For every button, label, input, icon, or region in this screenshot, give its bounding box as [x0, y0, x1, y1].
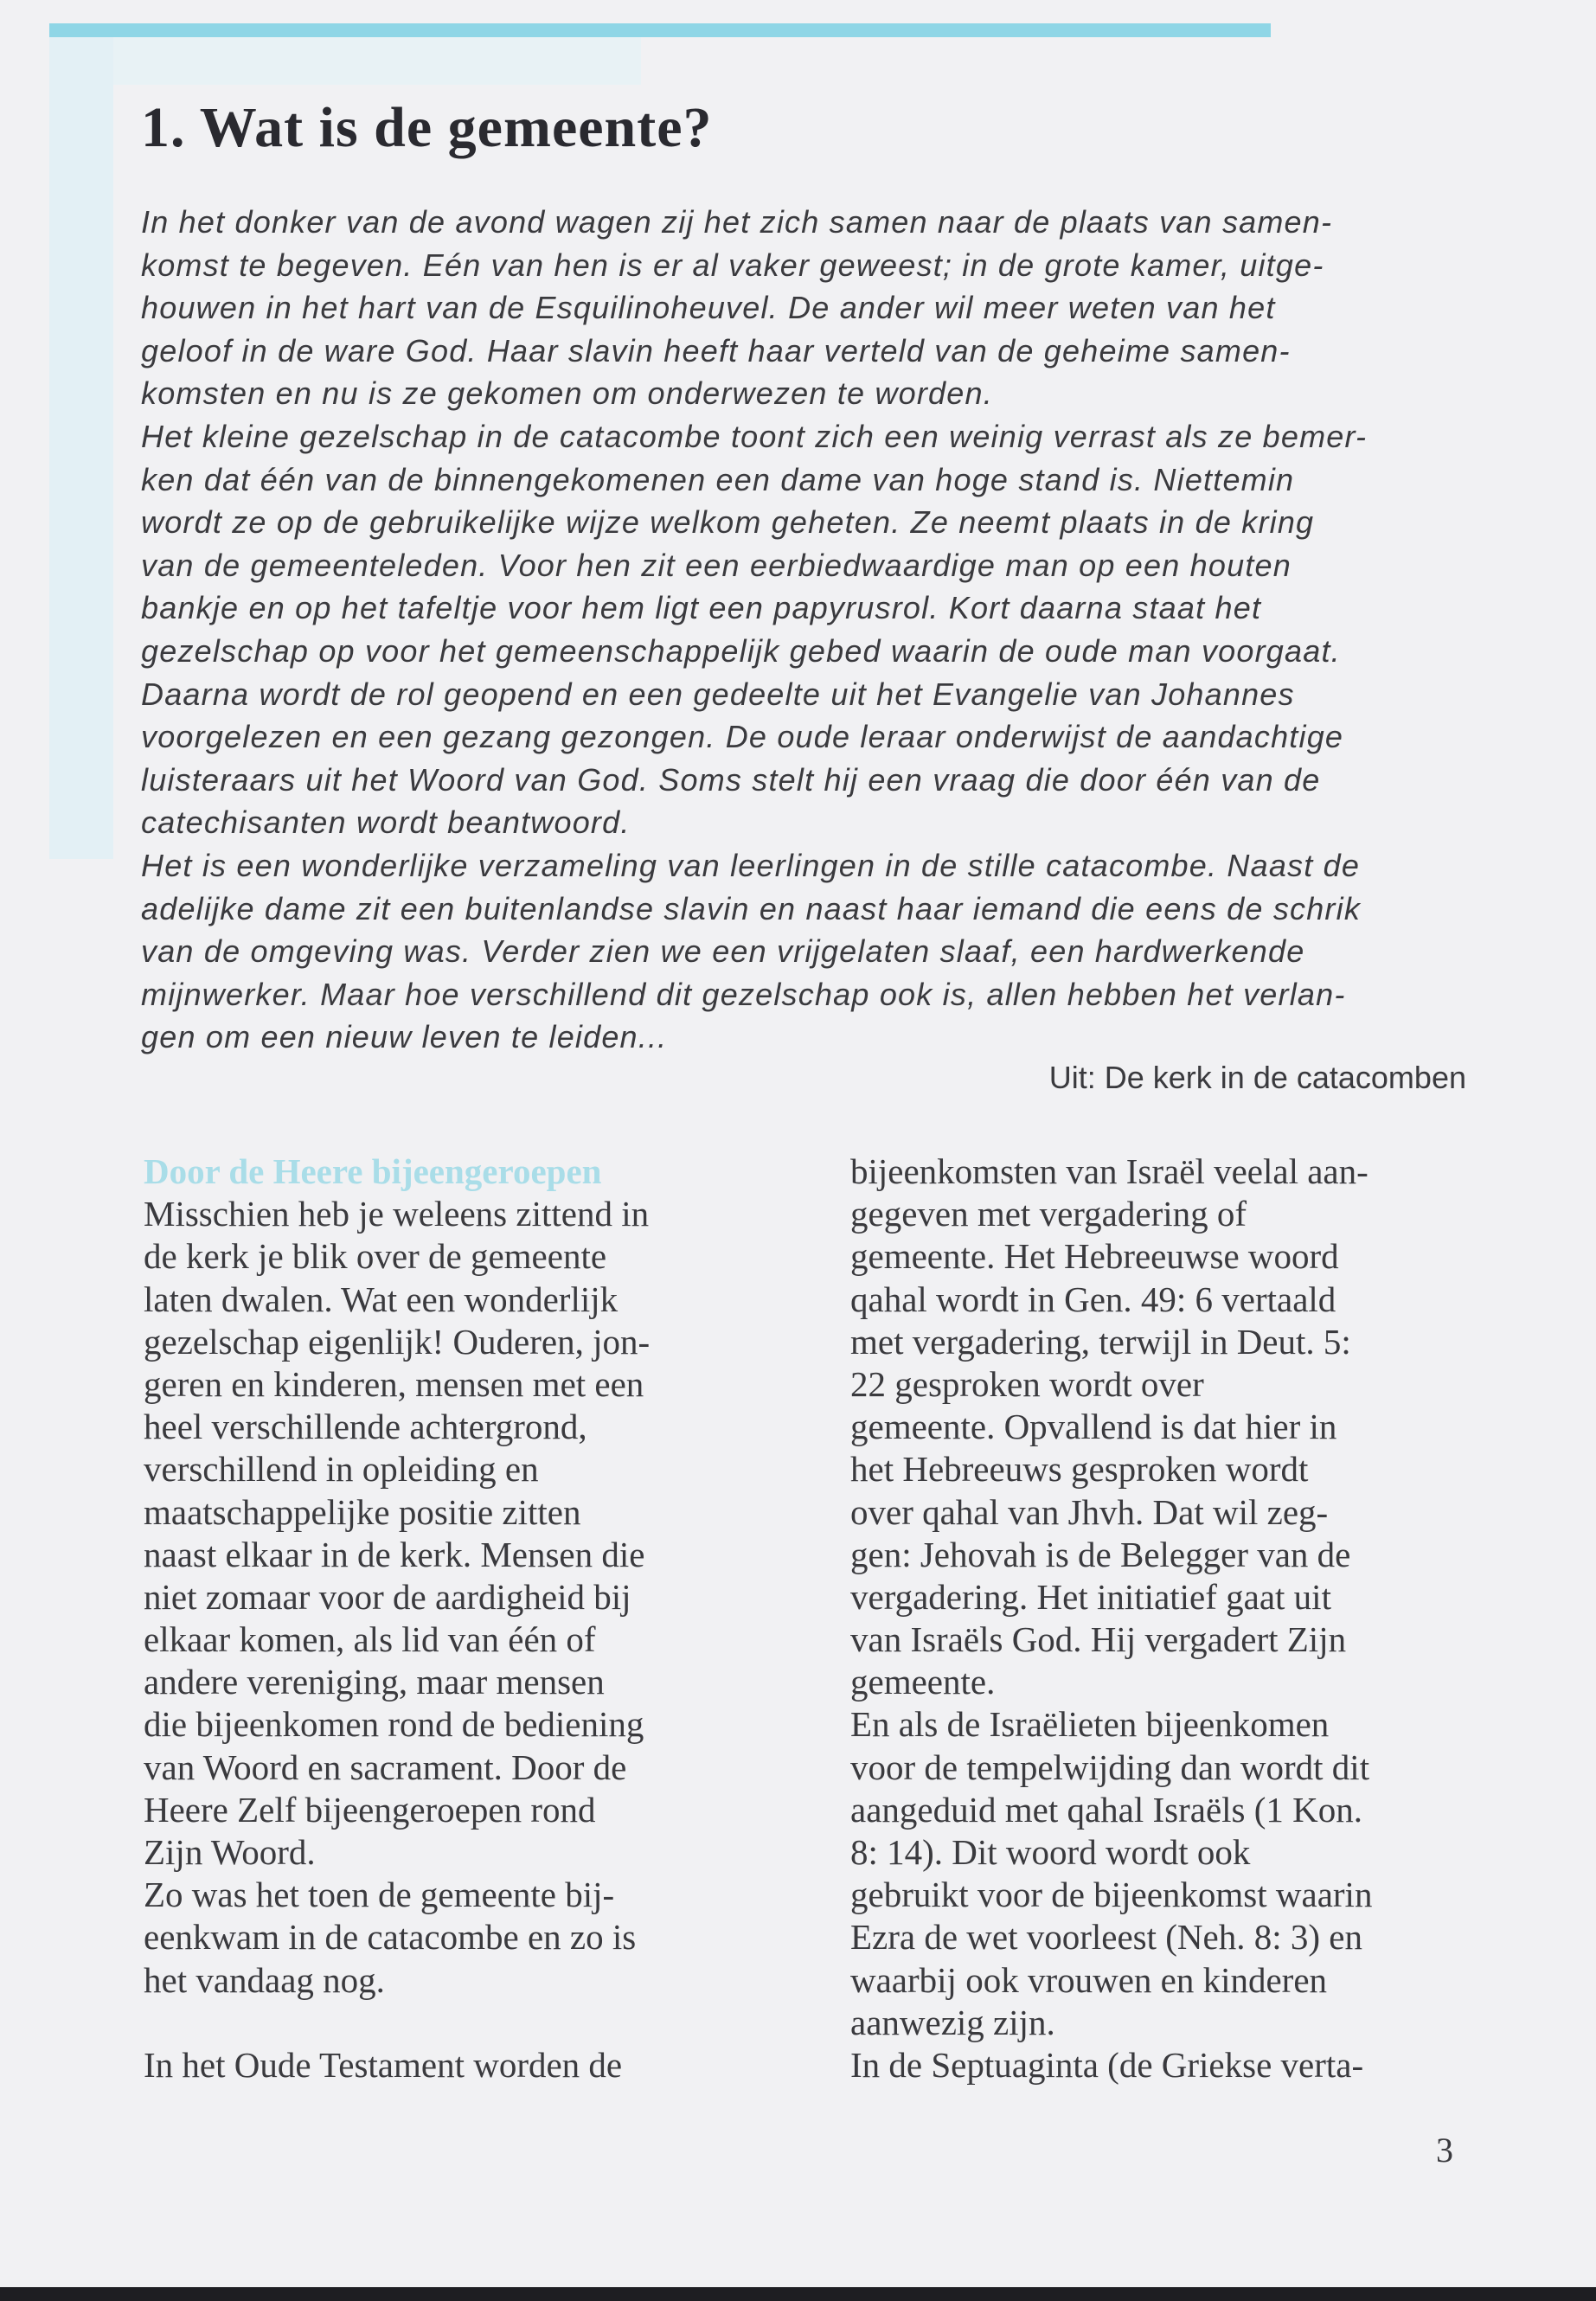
text-line: In het donker van de avond wagen zij het zich samen naar de plaats van samen- — [141, 204, 1333, 240]
page-title: 1. Wat is de gemeente? — [141, 96, 713, 159]
text-line: het vandaag nog. — [144, 1959, 385, 2000]
text-line: andere vereniging, maar mensen — [144, 1662, 605, 1702]
text-line: het Hebreeuws gesproken wordt — [850, 1449, 1309, 1490]
text-line: 8: 14). Dit woord wordt ook — [850, 1832, 1251, 1872]
text-line: Zijn Woord. — [144, 1832, 316, 1872]
text-line: eenkwam in de catacombe en zo is — [144, 1917, 637, 1958]
text-line: In het Oude Testament worden de — [144, 2044, 623, 2085]
page-number: 3 — [1436, 2131, 1453, 2170]
text-line: van Israëls God. Hij vergadert Zijn — [850, 1619, 1347, 1660]
text-line: catechisanten wordt beantwoord. — [141, 804, 631, 841]
text-line: wordt ze op de gebruikelijke wijze welkom geheten. Ze neemt plaats in de kring — [141, 504, 1315, 541]
text-line: met vergadering, terwijl in Deut. 5: — [850, 1321, 1351, 1362]
text-line: Heere Zelf bijeengeroepen rond — [144, 1789, 596, 1830]
text-line: mijnwerker. Maar hoe verschillend dit gezelschap ook is, allen hebben het verlan- — [141, 976, 1346, 1012]
text-line: komst te begeven. Eén van hen is er al vaker geweest; in de grote kamer, uitge- — [141, 247, 1324, 283]
text-line: van de gemeenteleden. Voor hen zit een eerbiedwaardige man op een houten — [141, 547, 1292, 583]
section-heading: Door de Heere bijeengeroepen — [144, 1151, 602, 1191]
text-line: gemeente. Opvallend is dat hier in — [850, 1407, 1337, 1447]
text-line: In de Septuaginta (de Griekse verta- — [850, 2044, 1364, 2085]
right-column — [850, 1150, 1473, 2086]
text-line: gemeente. — [850, 1662, 996, 1702]
text-line: laten dwalen. Wat een wonderlijk — [144, 1279, 619, 1319]
intro-passage — [141, 201, 1473, 1059]
text-line: niet zomaar voor de aardigheid bij — [144, 1576, 631, 1617]
text-line: gebruikt voor de bijeenkomst waarin — [850, 1875, 1373, 1915]
text-line: Daarna wordt de rol geopend en een gedeelte uit het Evangelie van Johannes — [141, 676, 1295, 712]
text-line: aangeduid met qahal Israëls (1 Kon. — [850, 1789, 1363, 1830]
left-column — [144, 1150, 784, 2086]
text-line: ken dat één van de binnengekomenen een dame van hoge stand is. Niettemin — [141, 461, 1295, 497]
text-line: luisteraars uit het Woord van God. Soms stelt hij een vraag die door één van de — [141, 761, 1321, 798]
text-line: van de omgeving was. Verder zien we een vrijgelaten slaaf, een hardwerkende — [141, 933, 1305, 970]
text-line: waarbij ook vrouwen en kinderen — [850, 1959, 1328, 2000]
text-line: komsten en nu is ze gekomen om onderwezen te worden. — [141, 375, 993, 412]
accent-bar — [49, 23, 1271, 37]
top-tint-block — [113, 37, 641, 85]
text-line: die bijeenkomen rond de bediening — [144, 1704, 644, 1745]
text-line: verschillend in opleiding en — [144, 1449, 539, 1490]
text-line: gezelschap op voor het gemeenschappelijk gebed waarin de oude man voorgaat. — [141, 632, 1341, 669]
text-line: elkaar komen, als lid van één of — [144, 1619, 596, 1660]
text-line: voor de tempelwijding dan wordt dit — [850, 1747, 1370, 1787]
text-line: bankje en op het tafeltje voor hem ligt een papyrusrol. Kort daarna staat het — [141, 590, 1262, 626]
text-line: naast elkaar in de kerk. Mensen die — [144, 1534, 645, 1574]
text-line: gegeven met vergadering of — [850, 1194, 1247, 1234]
attribution: Uit: De kerk in de catacomben — [1048, 1060, 1466, 1095]
text-line: gen: Jehovah is de Belegger van de — [850, 1534, 1351, 1574]
text-line: Ezra de wet voorleest (Neh. 8: 3) en — [850, 1917, 1362, 1958]
text-line: Het kleine gezelschap in de catacombe toont zich een weinig verrast als ze bemer- — [141, 418, 1368, 454]
text-line: aanwezig zijn. — [850, 2002, 1055, 2042]
text-line: adelijke dame zit een buitenlandse slavin en naast haar iemand die eens de schrik — [141, 890, 1362, 926]
text-line: van Woord en sacrament. Door de — [144, 1747, 627, 1787]
text-line: Zo was het toen de gemeente bij- — [144, 1875, 615, 1915]
scan-edge — [0, 2287, 1596, 2301]
text-line: maatschappelijke positie zitten — [144, 1491, 581, 1532]
text-line: En als de Israëlieten bijeenkomen — [850, 1704, 1330, 1745]
text-line: bijeenkomsten van Israël veelal aan- — [850, 1151, 1368, 1191]
text-line: over qahal van Jhvh. Dat wil zeg- — [850, 1491, 1329, 1532]
text-line: vergadering. Het initiatief gaat uit — [850, 1576, 1331, 1617]
text-line: Het is een wonderlijke verzameling van leerlingen in de stille catacombe. Naast de — [141, 847, 1361, 883]
text-line: 22 gesproken wordt over — [850, 1363, 1204, 1404]
text-line: geren en kinderen, mensen met een — [144, 1363, 644, 1404]
text-line: geloof in de ware God. Haar slavin heeft haar verteld van de geheime samen- — [141, 332, 1291, 369]
text-line: gemeente. Het Hebreeuwse woord — [850, 1236, 1339, 1277]
text-line — [144, 2002, 784, 2044]
side-tint-strip — [49, 37, 113, 859]
text-line: Misschien heb je weleens zittend in — [144, 1194, 650, 1234]
text-line: de kerk je blik over de gemeente — [144, 1236, 607, 1277]
text-line: houwen in het hart van de Esquilinoheuvel. De ander wil meer weten van het — [141, 290, 1276, 326]
text-line: gen om een nieuw leven te leiden... — [141, 1019, 668, 1055]
text-line: qahal wordt in Gen. 49: 6 vertaald — [850, 1279, 1336, 1319]
text-line: heel verschillende achtergrond, — [144, 1407, 587, 1447]
text-line: gezelschap eigenlijk! Ouderen, jon- — [144, 1321, 651, 1362]
text-line: voorgelezen en een gezang gezongen. De oude leraar onderwijst de aandachtige — [141, 719, 1344, 755]
